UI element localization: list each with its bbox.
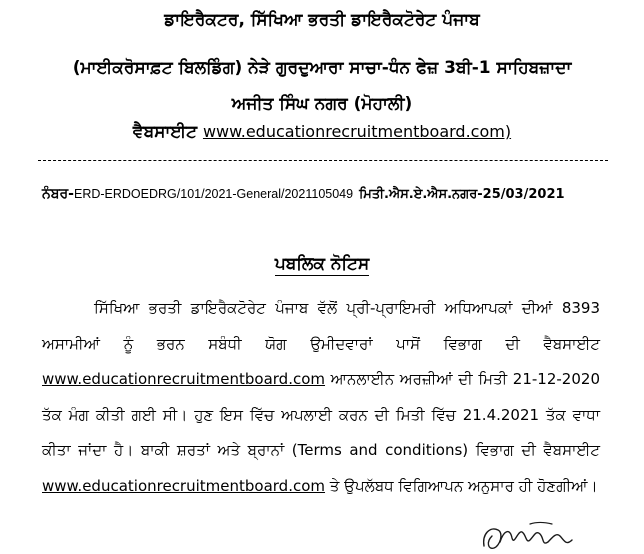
dashed-divider (38, 160, 608, 161)
website-link[interactable]: www.educationrecruitmentboard.com) (202, 122, 512, 141)
notice-body (42, 291, 600, 504)
website-label: ਵੈਬਸਾਈਟ (132, 122, 198, 142)
header-address-line: (ਮਾਈਕਰੋਸਾਫ਼ਟ ਬਿਲਡਿੰਗ) ਨੇੜੇ ਗੁਰਦੁਆਰਾ ਸਾਚਾ-ਧੰਨ ਫੇਜ਼ 3ਬੀ-1 ਸਾਹਿਬਜ਼ਾਦਾ (72, 58, 572, 78)
handwritten-signature (474, 516, 604, 554)
notice-body-part-2: ਆਨਲਾਈਨ ਅਰਜ਼ੀਆਂ ਦੀ ਮਿਤੀ 21-12-2020 ਤੱਕ ਮੰਗ ਕੀਤੀ ਗਈ ਸੀ। ਹੁਣ ਇਸ ਵਿੱਚ ਅਪਲਾਈ ਕਰਨ ਦੀ ਮਿਤੀ ਵਿੱਚ 21.4.2021 ਤੱਕ ਵਾਧਾ ਕੀਤਾ ਜਾਂਦਾ ਹੈ। ਬਾਕੀ ਸ਼ਰਤਾਂ ਅਤੇ ਬ੍ਰਾਨਾਂ (Terms and conditions) ਵਿਭਾਗ ਦੀ ਵੈਬਸਾਈਟ (42, 370, 600, 459)
notice-body-part-3: ਤੇ ਉਪਲੱਬਧ ਵਿਗਿਆਪਨ ਅਨੁਸਾਰ ਹੀ ਹੋਣਗੀਆਂ। (329, 476, 598, 495)
header-city-line: ਅਜੀਤ ਸਿੰਘ ਨਗਰ (ਮੋਹਾਲੀ) (231, 94, 413, 114)
reference-date: ਮਿਤੀ.ਐਸ.ਏ.ਐਸ.ਨਗਰ-25/03/2021 (359, 187, 565, 202)
reference-number-label: ਨੰਬਰ- (42, 186, 74, 202)
notice-body-link-2[interactable]: www.educationrecruitmentboard.com (42, 476, 326, 495)
notice-body-link-1[interactable]: www.educationrecruitmentboard.com (42, 370, 326, 388)
notice-title (0, 252, 644, 276)
reference-line (42, 185, 565, 204)
header-website-line (0, 118, 644, 146)
notice-title-text: ਪਬਲਿਕ ਨੋਟਿਸ (274, 254, 370, 274)
reference-number-value: ERD-ERDOEDRG/101/2021-General/2021105049 (73, 187, 354, 201)
notice-body-part-1: ਸਿੱਖਿਆ ਭਰਤੀ ਡਾਇਰੈਕਟੋਰੇਟ ਪੰਜਾਬ ਵੱਲੋਂ ਪ੍ਰੀ-ਪ੍ਰਾਇਮਰੀ ਅਧਿਆਪਕਾਂ ਦੀਆਂ 8393 ਅਸਾਮੀਆਂ ਨੂੰ ਭਰਨ ਸਬੰਧੀ ਯੋਗ ਉਮੀਦਵਾਰਾਂ ਪਾਸੋਂ ਵਿਭਾਗ ਦੀ ਵੈਬਸਾਈਟ (42, 299, 600, 353)
header-office-title: ਡਾਇਰੈਕਟਰ, ਸਿੱਖਿਆ ਭਰਤੀ ਡਾਇਰੈਕਟੋਰੇਟ ਪੰਜਾਬ (164, 10, 480, 30)
